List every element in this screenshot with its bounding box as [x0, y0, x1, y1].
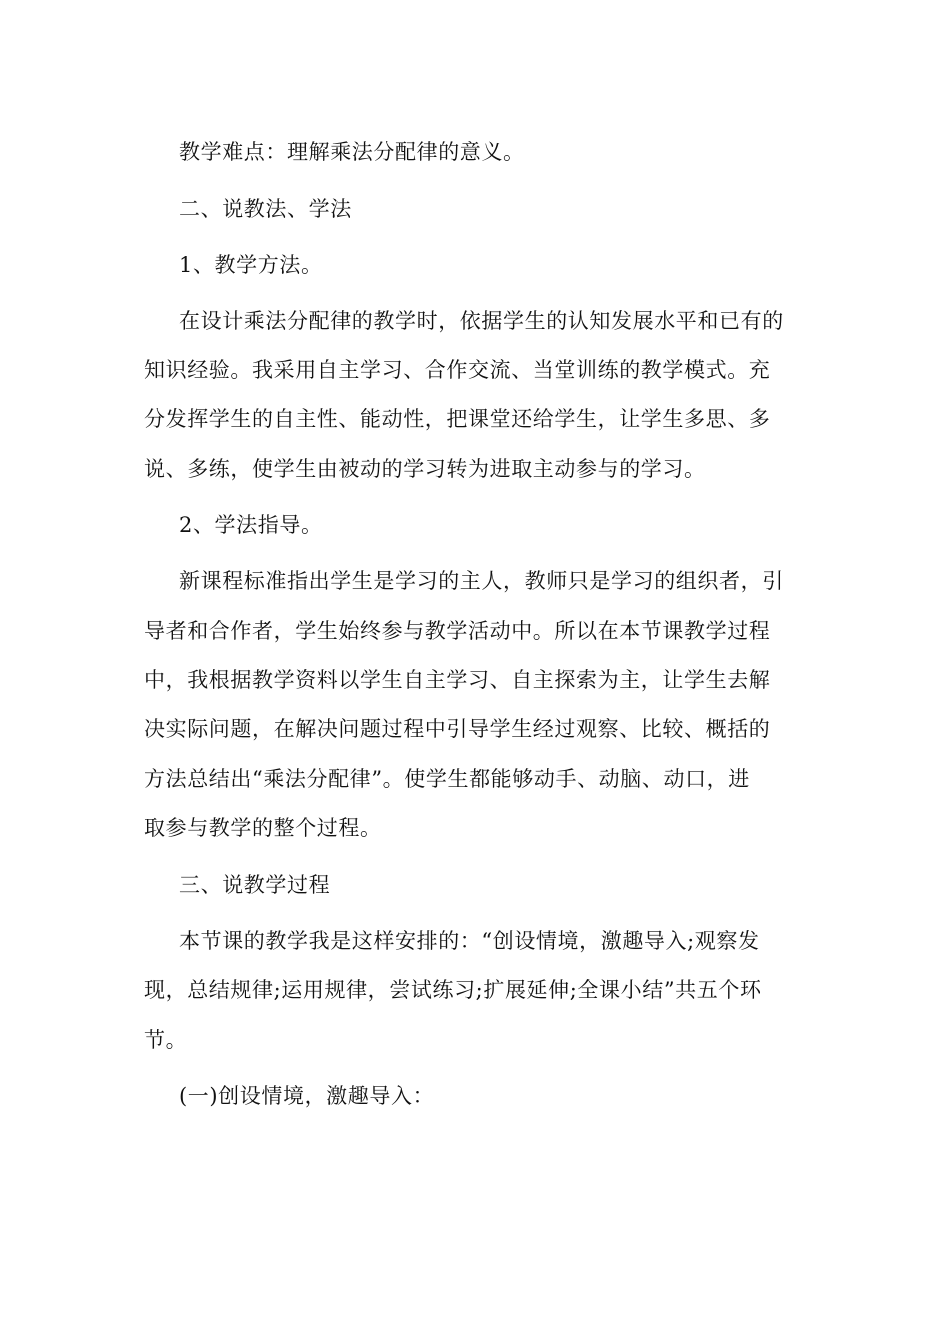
- paragraph-line: 在设计乘法分配律的教学时，依据学生的认知发展水平和已有的: [179, 309, 784, 333]
- section-heading-process: 三、说教学过程: [179, 873, 331, 897]
- difficulty-line: 教学难点：理解乘法分配律的意义。: [179, 140, 525, 164]
- paragraph-line: 方法总结出“乘法分配律”。使学生都能够动手、动脑、动口，进: [144, 767, 750, 791]
- paragraph-line: 说、多练，使学生由被动的学习转为进取主动参与的学习。: [144, 457, 706, 481]
- section-heading-methods: 二、说教法、学法: [179, 197, 352, 221]
- paragraph-line: 新课程标准指出学生是学习的主人，教师只是学习的组织者，引: [179, 569, 784, 593]
- paragraph-line: 决实际问题，在解决问题过程中引导学生经过观察、比较、概括的: [144, 717, 771, 741]
- paragraph-line: 现，总结规律;运用规律，尝试练习;扩展延伸;全课小结”共五个环: [144, 978, 762, 1002]
- subheading-teaching-method: 1、教学方法。: [179, 253, 323, 277]
- paragraph-line: 中，我根据教学资料以学生自主学习、自主探索为主，让学生去解: [144, 668, 771, 692]
- subheading-step-one: (一)创设情境，激趣导入：: [179, 1084, 435, 1108]
- subheading-learning-guidance: 2、学法指导。: [179, 513, 323, 537]
- paragraph-line: 节。: [144, 1028, 188, 1052]
- paragraph-line: 取参与教学的整个过程。: [144, 816, 382, 840]
- paragraph-line: 分发挥学生的自主性、能动性，把课堂还给学生，让学生多思、多: [144, 407, 771, 431]
- paragraph-line: 本节课的教学我是这样安排的：“创设情境，激趣导入;观察发: [179, 929, 760, 953]
- paragraph-line: 导者和合作者，学生始终参与教学活动中。所以在本节课教学过程: [144, 619, 771, 643]
- paragraph-line: 知识经验。我采用自主学习、合作交流、当堂训练的教学模式。充: [144, 358, 771, 382]
